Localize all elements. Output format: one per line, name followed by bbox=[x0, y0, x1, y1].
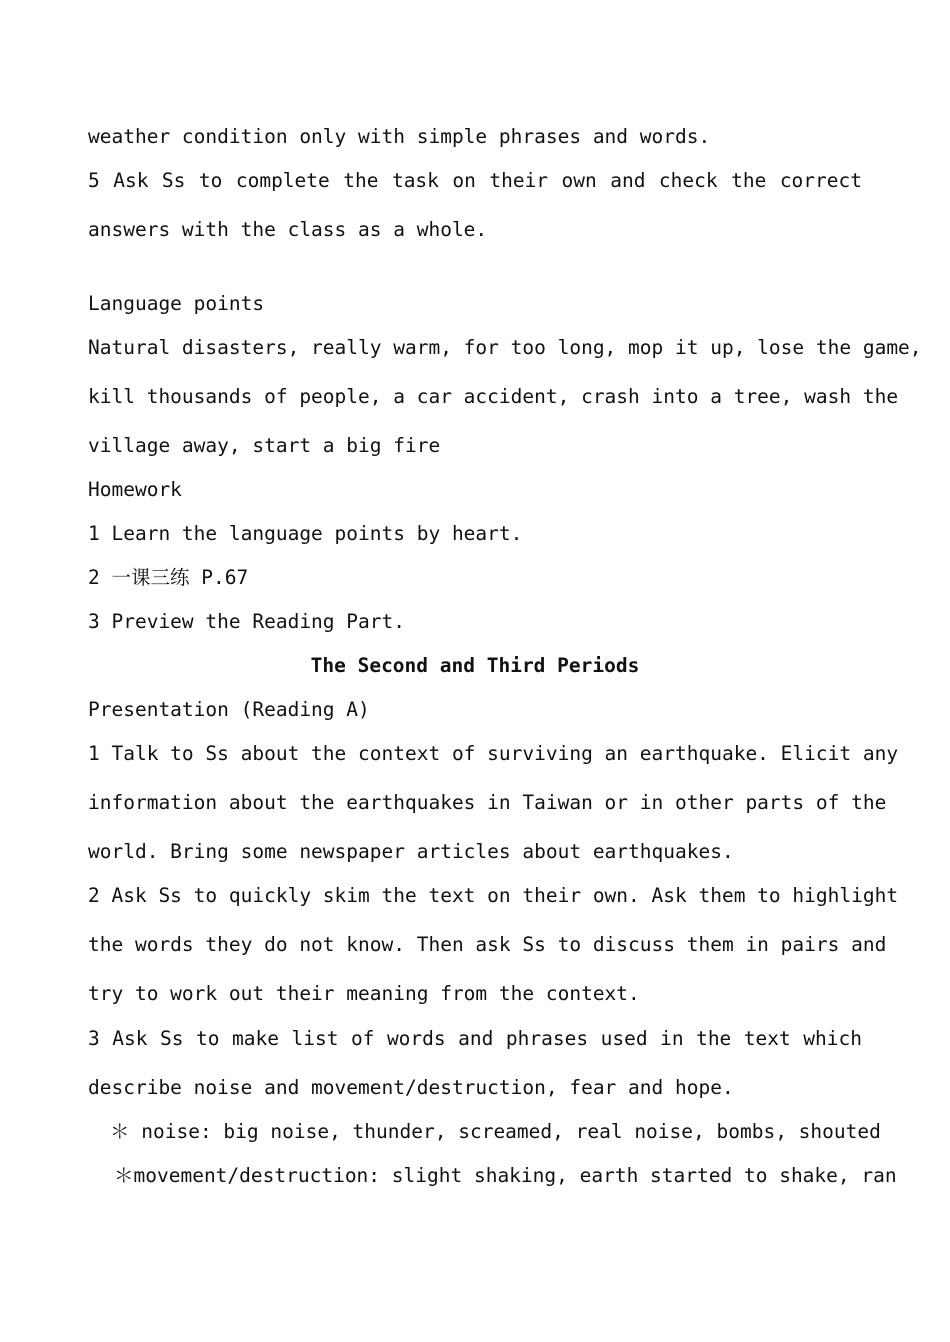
text-line: world. Bring some newspaper articles about earthquakes. bbox=[88, 840, 734, 863]
text-line: 3 Ask Ss to make list of words and phrases used in the text which bbox=[88, 1027, 862, 1050]
section-heading-homework: Homework bbox=[88, 478, 182, 501]
homework-item: 2 一课三练 P.67 bbox=[88, 566, 249, 589]
text-line: 5 Ask Ss to complete the task on their own and check the correct bbox=[88, 169, 862, 192]
text-line: weather condition only with simple phrases and words. bbox=[88, 125, 711, 148]
text-line: information about the earthquakes in Taiwan or in other parts of the bbox=[88, 791, 887, 814]
text-line: 1 Talk to Ss about the context of surviving an earthquake. Elicit any bbox=[88, 742, 899, 765]
bullet-item: ＊movement/destruction: slight shaking, earth started to shake, ran bbox=[114, 1164, 897, 1187]
homework-item: 1 Learn the language points by heart. bbox=[88, 522, 523, 545]
text-line: describe noise and movement/destruction, fear and hope. bbox=[88, 1076, 734, 1099]
subsection-heading: Presentation (Reading A) bbox=[88, 698, 370, 721]
text-line: 2 Ask Ss to quickly skim the text on their own. Ask them to highlight bbox=[88, 884, 899, 907]
text-line: kill thousands of people, a car accident, crash into a tree, wash the bbox=[88, 385, 899, 408]
text-line: answers with the class as a whole. bbox=[88, 218, 488, 241]
text-line: Natural disasters, really warm, for too long, mop it up, lose the game, bbox=[88, 336, 922, 359]
section-title: The Second and Third Periods bbox=[310, 654, 640, 677]
text-line: try to work out their meaning from the context. bbox=[88, 982, 640, 1005]
bullet-item: ＊ noise: big noise, thunder, screamed, real noise, bombs, shouted bbox=[110, 1120, 881, 1143]
homework-item: 3 Preview the Reading Part. bbox=[88, 610, 405, 633]
text-line: village away, start a big fire bbox=[88, 434, 441, 457]
section-heading-language-points: Language points bbox=[88, 292, 265, 315]
text-line: the words they do not know. Then ask Ss to discuss them in pairs and bbox=[88, 933, 887, 956]
